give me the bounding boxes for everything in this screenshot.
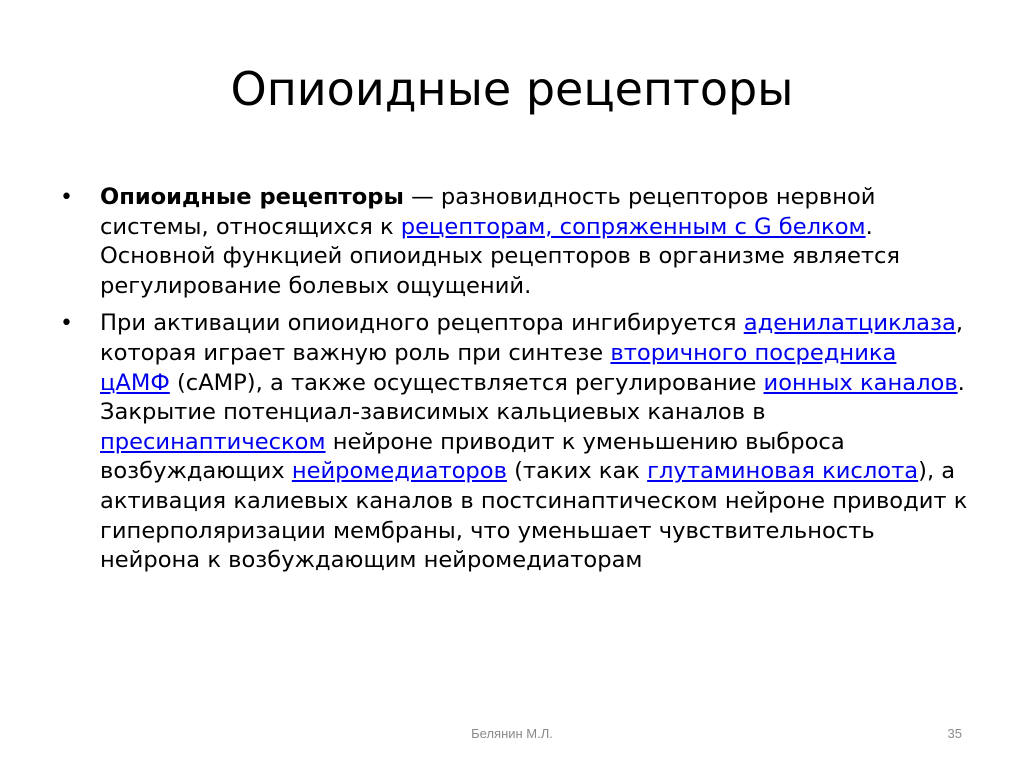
link-second-messenger[interactable]: вторичного посредника [610,339,897,366]
bullet-dot-icon: • [60,185,73,210]
bullet-text: (cAMP), а также осуществляется регулирование [169,369,764,396]
link-adenylate-cyclase[interactable]: аденилатциклаза [743,310,956,337]
bullet-text: ), а активация калиевых каналов в постсинаптическом нейроне приводит к гиперполяризации мембраны, что уменьшает чувствительность нейрона к возбуждающим нейромедиаторам [100,458,968,574]
page-number: 35 [947,726,962,741]
bullet-text: , которая играет важную роль при синтезе [100,310,964,366]
bullet-item-2 [60,309,970,575]
bullet-text: (таких как [506,458,648,485]
bullet-dot-icon: • [60,311,73,337]
link-gpcr[interactable]: рецепторам, сопряженным с G белком [400,213,866,240]
bullet-text: . Основной функцией опиоидных рецепторов в организме является регулирование болевых ощущений. [100,213,901,299]
link-glutamic-acid[interactable]: глутаминовая кислота [647,458,919,485]
link-camp[interactable]: цАМФ [100,369,170,396]
link-presynaptic[interactable]: пресинаптическом [100,428,326,455]
bullet-text: нейроне приводит к уменьшению выброса возбуждающих [100,428,845,485]
slide-content [60,183,970,584]
slide-title: Опиоидные рецепторы [230,62,794,116]
bullet-text: — разновидность рецепторов нервной системы, относящихся к [100,184,876,240]
bullet-text: При активации опиоидного рецептора ингибируется [100,310,744,337]
bullet-text: . Закрытие потенциал-зависимых кальциевых каналов в [100,369,965,426]
footer-author: Белянин М.Л. [471,726,553,741]
link-neurotransmitters[interactable]: нейромедиаторов [291,458,507,485]
link-ion-channels[interactable]: ионных каналов [763,369,958,396]
term-opioid-receptors: Опиоидные рецепторы [100,184,404,210]
bullet-item-1 [60,183,970,301]
